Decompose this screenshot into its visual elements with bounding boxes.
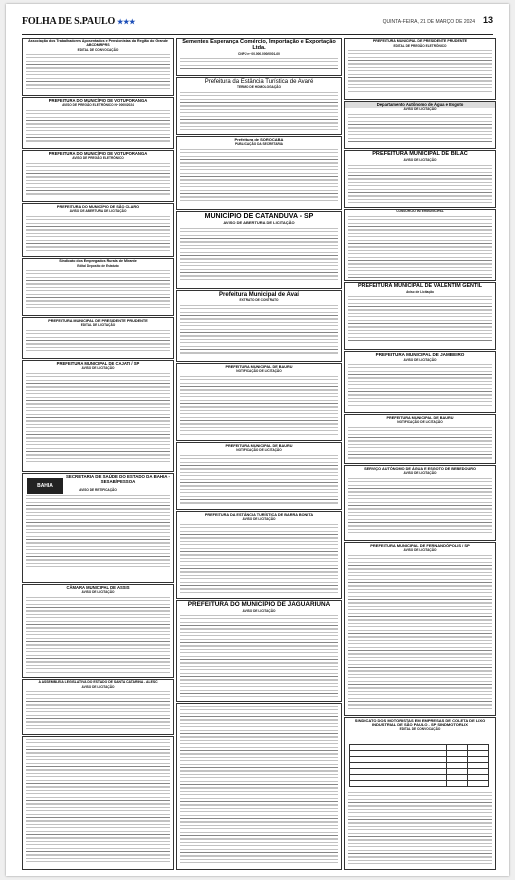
notice-barra-bonita [176, 511, 342, 599]
notice-title: Prefeitura Municipal de Avaí [219, 292, 299, 298]
notice-title: PREFEITURA MUNICIPAL DE FERNANDÓPOLIS / SP [370, 543, 470, 548]
edition-date: QUINTA-FEIRA, 21 DE MARÇO DE 2024 [382, 19, 475, 25]
notice-body [348, 478, 492, 534]
notice-bauru-1 [176, 363, 342, 441]
bahia-logo-icon [27, 478, 63, 494]
notice-body [26, 739, 170, 865]
notice-cajati [22, 360, 174, 472]
stars-icon: ★★★ [117, 18, 136, 26]
notice-jambeiro [344, 351, 496, 413]
notice-title: SECRETARIA DE SAÚDE DO ESTADO DA BAHIA - SESAB/PESSOA [66, 474, 170, 484]
notice-subtitle: AVISO DE LICITAÇÃO [242, 608, 276, 613]
notice-body [26, 691, 170, 729]
notice-body [180, 706, 338, 866]
notice-long-text [176, 703, 342, 870]
notice-body [26, 495, 170, 567]
notice-subtitle: AVISO DE LICITAÇÃO [403, 470, 437, 475]
notice-subtitle: AVISO DE LICITAÇÃO [81, 366, 115, 371]
notice-subtitle: Edital Deposito de Estatuto [77, 263, 119, 268]
notice-body [26, 373, 170, 465]
notice-subtitle: EDITAL DE PREGÃO ELETRÔNICO [393, 43, 447, 48]
notice-contract [22, 736, 174, 870]
notice-votuporanga-2 [22, 150, 174, 202]
notice-body [180, 149, 338, 203]
notice-votuporanga-1 [22, 97, 174, 149]
notice-fernandopolis [344, 542, 496, 716]
notice-agentes [22, 38, 174, 96]
notice-subtitle: AVISO DE ABERTURA DE LICITAÇÃO [223, 220, 295, 226]
notice-title: PREFEITURA MUNICIPAL DE PRESIDENTE PRUDENTE [48, 319, 148, 323]
notice-subtitle: EDITAL DE LICITAÇÃO [80, 322, 116, 327]
logo-label: BAHIA [37, 483, 53, 489]
notice-body [26, 270, 170, 310]
notice-title: PREFEITURA MUNICIPAL DE PRESIDENTE PRUDENTE [372, 39, 468, 43]
notice-subtitle: EDITAL DE CONVOCAÇÃO [77, 47, 119, 52]
page-header [22, 12, 493, 35]
notice-body [348, 216, 492, 278]
notice-body [348, 114, 492, 144]
notice-valentim [344, 282, 496, 350]
notice-bauru-3 [344, 414, 496, 464]
notice-subtitle: AVISO DE LICITAÇÃO [403, 357, 437, 362]
notice-title: A ASSEMBLEIA LEGISLATIVA DO ESTADO DE SANTA CATARINA - ALESC [38, 680, 158, 684]
notice-subtitle: NOTIFICAÇÃO DE LICITAÇÃO [236, 368, 282, 373]
newspaper-page [6, 4, 509, 876]
notice-subtitle: NOTIFICAÇÃO DE LICITAÇÃO [236, 447, 282, 452]
notice-consorcio [344, 209, 496, 281]
notice-subtitle: AVISO DE LICITAÇÃO [403, 157, 437, 162]
notice-body [348, 364, 492, 408]
notice-body [180, 92, 338, 130]
notice-subtitle: AVISO DE RETIFICAÇÃO [79, 488, 117, 493]
logo-text: FOLHA DE S.PAULO [22, 16, 116, 27]
notice-body [348, 296, 492, 342]
notice-subtitle: CONSÓRCIO INTERMUNICIPAL [396, 209, 444, 213]
notice-subtitle: AVISO DE LICITAÇÃO [81, 590, 115, 595]
notice-body [180, 524, 338, 594]
notice-body [180, 376, 338, 436]
notice-title: SINDICATO DOS MOTORISTAS EM EMPRESAS DE COLETA DE LIXO INDUSTRIAL DE SÃO PAULO - SP SINDMOTORLIX [354, 718, 486, 728]
notice-avare [176, 77, 342, 135]
notice-body [180, 228, 338, 280]
notice-subtitle: EDITAL DE CONVOCAÇÃO [399, 727, 441, 732]
notice-title: Departamento Autônomo de Água e Esgoto [345, 102, 495, 108]
notice-subtitle: AVISO DE PREGÃO ELETRÔNICO [72, 156, 124, 161]
notice-title: Sindicato dos Empregados Rurais de Mirante [59, 259, 137, 263]
notice-camara-assis [22, 584, 174, 678]
notice-title: PREFEITURA MUNICIPAL DE BAURU [225, 444, 293, 448]
notice-body [180, 615, 338, 697]
notice-catanduva [176, 211, 342, 289]
notice-clube [22, 203, 174, 257]
notice-body [180, 305, 338, 355]
notice-presidente-prudente [22, 317, 174, 359]
notice-sindicato-empregados [22, 258, 174, 316]
notice-body [26, 54, 170, 90]
notice-body [180, 455, 338, 505]
notice-body [180, 58, 338, 70]
notice-body [348, 555, 492, 709]
notice-body [348, 50, 492, 94]
notice-bauru-2 [176, 442, 342, 510]
notice-subtitle: AVISO DE LICITAÇÃO [403, 548, 437, 553]
notice-title: PREFEITURA MUNICIPAL DE BAURU [386, 416, 454, 420]
notice-title: PREFEITURA DO MUNICÍPIO DE VOTUPORANGA [48, 98, 148, 103]
notice-body [26, 110, 170, 144]
notice-pres-prudente-2 [344, 38, 496, 100]
notice-subtitle: AVISO DE LICITAÇÃO [403, 107, 437, 112]
notice-subtitle: CNPJ nº 00.000.000/0001-00 [238, 51, 280, 56]
notice-daee [344, 101, 496, 149]
notice-secretaria-saude [22, 473, 174, 583]
notice-subtitle: AVISO DE LICITAÇÃO [242, 516, 276, 521]
notice-subtitle: NOTIFICAÇÃO DE LICITAÇÃO [397, 419, 443, 424]
notice-title: PREFEITURA MUNICIPAL DE VALENTIM GENTIL [357, 283, 483, 289]
notice-sorocaba [176, 136, 342, 210]
notice-jaguariuna [176, 600, 342, 702]
notice-subtitle: EXTRATO DE CONTRATO [239, 298, 279, 303]
page-number: 13 [482, 15, 493, 25]
notice-body [26, 330, 170, 354]
notice-assembleia [22, 679, 174, 735]
notice-title: Prefeitura da Estância Turística de Avaré [204, 79, 314, 85]
notice-subtitle: AVISO DE PREGÃO ELETRÔNICO Nº 0000/2024 [62, 103, 134, 108]
notice-title: Prefeitura de SOROCABA [234, 137, 284, 142]
notice-title: SERVIÇO AUTÔNOMO DE ÁGUA E ESGOTO DE BEBEDOURO [364, 467, 476, 471]
newspaper-logo [22, 16, 135, 27]
notice-title: PREFEITURA MUNICIPAL DE BAURU [225, 365, 293, 369]
notice-subtitle: Aviso de Licitação [406, 289, 434, 294]
notice-title: Associação dos Trabalhadores Aposentados e Pensionistas da Região do Grande ABCDMRPRS [28, 39, 168, 47]
notice-bilac [344, 150, 496, 208]
notice-title: PREFEITURA DO MUNICÍPIO DE VOTUPORANGA [48, 151, 148, 156]
notice-body [26, 597, 170, 673]
notice-title: PREFEITURA DO MUNICÍPIO DE SÃO CLARO [56, 205, 140, 209]
notice-sementes [176, 38, 342, 76]
notice-title: Sementes Esperança Comércio, Importação e Exportação Ltda. [182, 39, 336, 51]
notice-title: PREFEITURA MUNICIPAL DE BILAC [372, 151, 468, 157]
notice-title: PREFEITURA DO MUNICÍPIO DE JAGUARIÚNA [187, 601, 331, 608]
notice-title: PREFEITURA DA ESTÂNCIA TURÍSTICA DE BARRA BONITA [204, 513, 314, 517]
notice-avai [176, 290, 342, 362]
notice-body [348, 427, 492, 459]
schedule-table [349, 744, 489, 787]
notice-body [348, 792, 492, 864]
notice-body [348, 165, 492, 203]
notice-title: MUNICÍPIO DE CATANDUVA - SP [204, 213, 314, 220]
notice-title: PREFEITURA MUNICIPAL DE JAMBEIRO [375, 352, 465, 357]
notice-subtitle: AVISO DE ABERTURA DE LICITAÇÃO [69, 208, 127, 213]
notice-body [26, 163, 170, 197]
notice-saae [344, 465, 496, 541]
notice-title: CÂMARA MUNICIPAL DE ASSIS [66, 585, 130, 590]
notice-body [26, 216, 170, 252]
notice-sindicato-motoristas [344, 717, 496, 870]
notice-title: PREFEITURA MUNICIPAL DE CAJATI / SP [56, 361, 140, 366]
notice-subtitle: PUBLICAÇÃO DA SECRETARIA [235, 142, 283, 147]
notice-subtitle: TERMO DE HOMOLOGAÇÃO [237, 85, 281, 90]
notice-subtitle: AVISO DE LICITAÇÃO [81, 684, 115, 689]
